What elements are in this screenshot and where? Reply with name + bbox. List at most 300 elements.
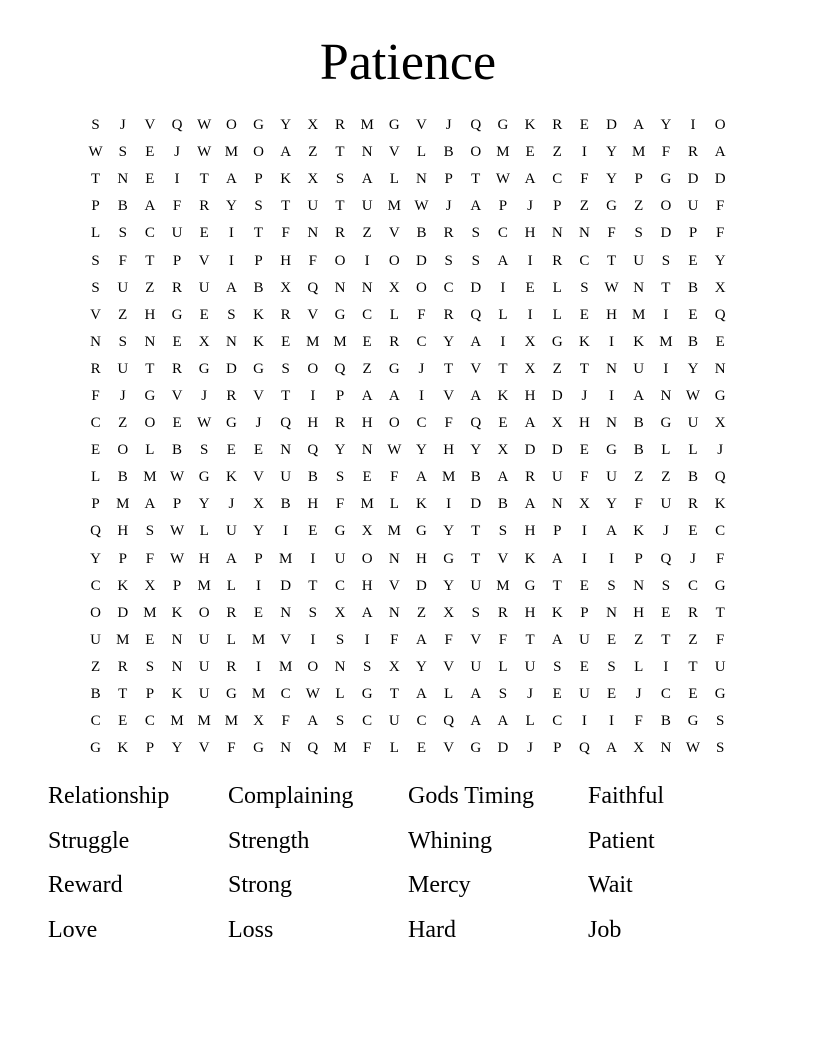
grid-letter[interactable]: N xyxy=(280,740,292,757)
grid-letter[interactable]: L xyxy=(335,686,345,703)
grid-letter[interactable]: G xyxy=(253,117,264,134)
grid-letter[interactable]: U xyxy=(117,360,129,377)
grid-letter[interactable]: V xyxy=(443,658,455,675)
grid-letter[interactable]: P xyxy=(634,550,643,567)
grid-letter[interactable]: U xyxy=(280,469,292,486)
grid-letter[interactable]: I xyxy=(364,631,370,648)
grid-letter[interactable]: I xyxy=(310,387,316,404)
grid-letter[interactable]: X xyxy=(307,171,319,188)
grid-letter[interactable]: Q xyxy=(307,279,319,296)
grid-letter[interactable]: W xyxy=(387,442,402,459)
grid-letter[interactable]: E xyxy=(579,658,589,675)
grid-letter[interactable]: D xyxy=(280,577,292,594)
grid-letter[interactable]: N xyxy=(307,225,319,242)
grid-letter[interactable]: X xyxy=(307,117,319,134)
grid-letter[interactable]: L xyxy=(634,658,644,675)
grid-letter[interactable]: T xyxy=(90,171,101,188)
grid-letter[interactable]: G xyxy=(334,306,346,323)
grid-letter[interactable]: E xyxy=(715,333,725,350)
grid-letter[interactable]: C xyxy=(90,415,101,432)
grid-letter[interactable]: A xyxy=(470,686,482,703)
grid-letter[interactable]: H xyxy=(524,604,536,621)
grid-letter[interactable]: S xyxy=(716,713,725,730)
grid-letter[interactable]: W xyxy=(685,387,701,404)
grid-letter[interactable]: H xyxy=(633,604,645,621)
grid-letter[interactable]: N xyxy=(606,604,617,621)
grid-letter[interactable]: H xyxy=(578,415,590,432)
grid-letter[interactable]: U xyxy=(198,686,210,703)
grid-letter[interactable]: J xyxy=(635,686,642,703)
grid-letter[interactable]: T xyxy=(145,360,155,377)
grid-letter[interactable]: L xyxy=(389,171,399,188)
grid-letter[interactable]: A xyxy=(416,631,427,648)
grid-letter[interactable]: R xyxy=(688,144,699,161)
grid-letter[interactable]: D xyxy=(660,225,672,242)
grid-letter[interactable]: M xyxy=(224,713,239,730)
grid-letter[interactable]: U xyxy=(470,577,482,594)
grid-letter[interactable]: H xyxy=(524,387,536,404)
grid-letter[interactable]: N xyxy=(280,604,292,621)
grid-letter[interactable]: C xyxy=(90,577,101,594)
grid-letter[interactable]: G xyxy=(144,387,156,404)
grid-letter[interactable]: G xyxy=(171,306,183,323)
grid-letter[interactable]: R xyxy=(334,117,345,134)
grid-letter[interactable]: B xyxy=(660,713,671,730)
grid-letter[interactable]: E xyxy=(688,686,698,703)
grid-letter[interactable]: N xyxy=(660,740,672,757)
grid-letter[interactable]: W xyxy=(604,279,619,296)
grid-letter[interactable]: T xyxy=(552,577,562,594)
grid-letter[interactable]: U xyxy=(524,658,536,675)
grid-letter[interactable]: Q xyxy=(307,740,319,757)
grid-letter[interactable]: H xyxy=(307,496,319,513)
grid-letter[interactable]: O xyxy=(416,279,427,296)
grid-letter[interactable]: J xyxy=(527,686,533,703)
grid-letter[interactable]: G xyxy=(198,469,210,486)
grid-letter[interactable]: U xyxy=(606,469,617,486)
grid-letter[interactable]: I xyxy=(310,631,316,648)
grid-letter[interactable]: M xyxy=(632,306,646,323)
grid-letter[interactable]: C xyxy=(688,577,699,594)
grid-letter[interactable]: T xyxy=(471,523,481,540)
grid-letter[interactable]: K xyxy=(117,577,129,594)
grid-letter[interactable]: F xyxy=(362,740,372,757)
grid-letter[interactable]: I xyxy=(446,496,452,513)
grid-letter[interactable]: E xyxy=(172,333,182,350)
grid-letter[interactable]: E xyxy=(172,415,182,432)
grid-letter[interactable]: Q xyxy=(334,360,346,377)
grid-letter[interactable]: Z xyxy=(634,469,644,486)
grid-letter[interactable]: N xyxy=(280,442,292,459)
grid-letter[interactable]: G xyxy=(470,740,482,757)
grid-letter[interactable]: K xyxy=(416,496,427,513)
grid-letter[interactable]: P xyxy=(254,550,263,567)
grid-letter[interactable]: F xyxy=(145,550,155,567)
grid-letter[interactable]: X xyxy=(334,604,346,621)
grid-letter[interactable]: C xyxy=(362,306,373,323)
grid-letter[interactable]: I xyxy=(283,523,289,540)
grid-letter[interactable]: V xyxy=(280,631,292,648)
grid-letter[interactable]: P xyxy=(634,171,643,188)
grid-letter[interactable]: X xyxy=(388,279,400,296)
grid-letter[interactable]: E xyxy=(308,523,318,540)
grid-letter[interactable]: C xyxy=(552,713,563,730)
grid-letter[interactable]: D xyxy=(470,279,482,296)
grid-letter[interactable]: I xyxy=(500,333,506,350)
grid-letter[interactable]: K xyxy=(171,686,183,703)
grid-letter[interactable]: Q xyxy=(470,117,482,134)
grid-letter[interactable]: F xyxy=(716,198,725,215)
grid-letter[interactable]: O xyxy=(307,360,319,377)
grid-letter[interactable]: Q xyxy=(470,415,482,432)
grid-letter[interactable]: Z xyxy=(634,631,644,648)
grid-letter[interactable]: M xyxy=(251,686,266,703)
grid-letter[interactable]: F xyxy=(716,550,725,567)
grid-letter[interactable]: E xyxy=(145,144,155,161)
grid-letter[interactable]: E xyxy=(253,442,264,459)
grid-letter[interactable]: C xyxy=(280,686,291,703)
grid-letter[interactable]: X xyxy=(253,713,264,730)
grid-letter[interactable]: T xyxy=(579,360,589,377)
grid-letter[interactable]: Y xyxy=(198,496,210,513)
grid-letter[interactable]: S xyxy=(91,252,100,269)
grid-letter[interactable]: F xyxy=(607,225,616,242)
grid-letter[interactable]: P xyxy=(91,198,100,215)
grid-letter[interactable]: F xyxy=(716,631,725,648)
grid-letter[interactable]: A xyxy=(225,279,237,296)
grid-letter[interactable]: B xyxy=(470,469,481,486)
grid-letter[interactable]: A xyxy=(497,713,509,730)
grid-letter[interactable]: B xyxy=(688,333,699,350)
grid-letter[interactable]: N xyxy=(171,658,183,675)
grid-letter[interactable]: T xyxy=(253,225,264,242)
grid-letter[interactable]: F xyxy=(417,306,426,323)
grid-letter[interactable]: L xyxy=(389,306,399,323)
grid-letter[interactable]: N xyxy=(144,333,156,350)
grid-letter[interactable]: D xyxy=(606,117,617,134)
grid-letter[interactable]: Y xyxy=(660,117,672,134)
grid-letter[interactable]: L xyxy=(498,658,508,675)
grid-letter[interactable]: C xyxy=(144,225,155,242)
grid-letter[interactable]: E xyxy=(606,631,617,648)
grid-letter[interactable]: N xyxy=(606,360,617,377)
grid-letter[interactable]: E xyxy=(579,442,589,459)
grid-letter[interactable]: I xyxy=(581,713,587,730)
grid-letter[interactable]: G xyxy=(714,387,726,404)
grid-letter[interactable]: E xyxy=(362,333,372,350)
grid-letter[interactable]: N xyxy=(334,279,346,296)
grid-letter[interactable]: A xyxy=(361,171,373,188)
grid-letter[interactable]: R xyxy=(525,469,536,486)
grid-letter[interactable]: M xyxy=(143,604,157,621)
grid-letter[interactable]: P xyxy=(172,577,182,594)
grid-letter[interactable]: B xyxy=(497,496,508,513)
grid-letter[interactable]: P xyxy=(498,198,508,215)
grid-letter[interactable]: E xyxy=(118,713,128,730)
grid-letter[interactable]: S xyxy=(335,631,345,648)
grid-letter[interactable]: R xyxy=(688,604,699,621)
grid-letter[interactable]: B xyxy=(307,469,318,486)
grid-letter[interactable]: Z xyxy=(362,360,372,377)
grid-letter[interactable]: M xyxy=(360,496,374,513)
grid-letter[interactable]: X xyxy=(443,604,455,621)
grid-letter[interactable]: K xyxy=(171,604,183,621)
grid-letter[interactable]: I xyxy=(228,225,234,242)
grid-letter[interactable]: U xyxy=(388,713,400,730)
grid-letter[interactable]: I xyxy=(581,550,587,567)
grid-letter[interactable]: M xyxy=(116,631,130,648)
grid-letter[interactable]: M xyxy=(659,333,673,350)
grid-letter[interactable]: F xyxy=(444,415,453,432)
grid-letter[interactable]: Z xyxy=(688,631,698,648)
grid-letter[interactable]: Z xyxy=(579,198,589,215)
grid-letter[interactable]: O xyxy=(225,117,237,134)
grid-letter[interactable]: Q xyxy=(660,550,672,567)
grid-letter[interactable]: P xyxy=(254,252,263,269)
grid-letter[interactable]: U xyxy=(687,198,699,215)
grid-letter[interactable]: H xyxy=(606,306,617,323)
grid-letter[interactable]: A xyxy=(633,117,645,134)
grid-letter[interactable]: R xyxy=(280,306,291,323)
grid-letter[interactable]: H xyxy=(280,252,292,269)
grid-letter[interactable]: H xyxy=(361,577,373,594)
grid-letter[interactable]: W xyxy=(169,550,185,567)
grid-letter[interactable]: M xyxy=(224,144,239,161)
grid-letter[interactable]: H xyxy=(416,550,427,567)
grid-letter[interactable]: Y xyxy=(714,252,726,269)
grid-letter[interactable]: P xyxy=(118,550,127,567)
grid-letter[interactable]: N xyxy=(117,171,129,188)
grid-letter[interactable]: V xyxy=(388,577,400,594)
grid-letter[interactable]: Y xyxy=(470,442,482,459)
grid-letter[interactable]: G xyxy=(90,740,101,757)
grid-letter[interactable]: J xyxy=(174,144,180,161)
grid-letter[interactable]: M xyxy=(387,198,401,215)
grid-letter[interactable]: A xyxy=(633,387,645,404)
grid-letter[interactable]: O xyxy=(90,604,101,621)
grid-letter[interactable]: N xyxy=(388,550,400,567)
grid-letter[interactable]: C xyxy=(443,279,454,296)
grid-letter[interactable]: F xyxy=(390,469,399,486)
grid-letter[interactable]: Y xyxy=(334,442,346,459)
grid-letter[interactable]: F xyxy=(227,740,236,757)
grid-letter[interactable]: B xyxy=(117,198,128,215)
grid-letter[interactable]: L xyxy=(498,306,508,323)
grid-letter[interactable]: E xyxy=(416,740,427,757)
grid-letter[interactable]: K xyxy=(280,171,292,188)
grid-letter[interactable]: O xyxy=(361,550,373,567)
grid-letter[interactable]: U xyxy=(198,658,210,675)
grid-letter[interactable]: G xyxy=(524,577,536,594)
grid-letter[interactable]: N xyxy=(171,631,183,648)
grid-letter[interactable]: V xyxy=(253,387,264,404)
grid-letter[interactable]: T xyxy=(199,171,209,188)
grid-letter[interactable]: W xyxy=(169,469,185,486)
grid-letter[interactable]: M xyxy=(143,469,157,486)
grid-letter[interactable]: Y xyxy=(687,360,699,377)
grid-letter[interactable]: B xyxy=(688,469,699,486)
grid-letter[interactable]: A xyxy=(524,415,536,432)
grid-letter[interactable]: F xyxy=(498,631,508,648)
grid-letter[interactable]: D xyxy=(225,360,237,377)
grid-letter[interactable]: Q xyxy=(171,117,183,134)
grid-letter[interactable]: Y xyxy=(606,144,617,161)
grid-letter[interactable]: J xyxy=(119,387,126,404)
grid-letter[interactable]: J xyxy=(445,198,452,215)
grid-letter[interactable]: I xyxy=(527,306,533,323)
grid-letter[interactable]: E xyxy=(661,604,671,621)
grid-letter[interactable]: X xyxy=(280,279,292,296)
grid-letter[interactable]: X xyxy=(144,577,156,594)
grid-letter[interactable]: J xyxy=(717,442,724,459)
grid-letter[interactable]: D xyxy=(687,171,699,188)
grid-letter[interactable]: G xyxy=(334,523,346,540)
grid-letter[interactable]: L xyxy=(525,713,535,730)
grid-letter[interactable]: U xyxy=(307,198,319,215)
grid-letter[interactable]: V xyxy=(388,225,400,242)
grid-letter[interactable]: G xyxy=(416,523,427,540)
grid-letter[interactable]: R xyxy=(688,496,699,513)
grid-letter[interactable]: E xyxy=(199,225,209,242)
grid-letter[interactable]: K xyxy=(551,604,563,621)
grid-letter[interactable]: B xyxy=(688,279,699,296)
grid-letter[interactable]: U xyxy=(578,631,590,648)
grid-letter[interactable]: D xyxy=(714,171,726,188)
grid-letter[interactable]: I xyxy=(418,387,424,404)
grid-letter[interactable]: F xyxy=(281,225,290,242)
grid-letter[interactable]: Z xyxy=(145,279,155,296)
grid-letter[interactable]: Q xyxy=(307,442,319,459)
grid-letter[interactable]: J xyxy=(690,550,696,567)
grid-letter[interactable]: S xyxy=(335,469,345,486)
grid-letter[interactable]: P xyxy=(553,198,562,215)
grid-letter[interactable]: G xyxy=(388,117,400,134)
grid-letter[interactable]: M xyxy=(251,631,266,648)
grid-letter[interactable]: I xyxy=(663,360,669,377)
grid-letter[interactable]: Z xyxy=(118,306,128,323)
grid-letter[interactable]: Z xyxy=(90,658,101,675)
grid-letter[interactable]: L xyxy=(90,469,101,486)
grid-letter[interactable]: K xyxy=(497,387,509,404)
grid-letter[interactable]: B xyxy=(172,442,183,459)
grid-letter[interactable]: B xyxy=(280,496,291,513)
grid-letter[interactable]: P xyxy=(145,686,155,703)
grid-letter[interactable]: I xyxy=(527,252,533,269)
grid-letter[interactable]: N xyxy=(633,577,645,594)
grid-letter[interactable]: U xyxy=(117,279,129,296)
grid-letter[interactable]: A xyxy=(497,469,509,486)
grid-letter[interactable]: A xyxy=(144,198,156,215)
grid-letter[interactable]: V xyxy=(171,387,183,404)
grid-letter[interactable]: T xyxy=(389,686,399,703)
grid-letter[interactable]: N xyxy=(361,279,373,296)
grid-letter[interactable]: I xyxy=(609,387,615,404)
grid-letter[interactable]: H xyxy=(361,415,373,432)
grid-letter[interactable]: D xyxy=(416,577,427,594)
grid-letter[interactable]: V xyxy=(443,740,455,757)
grid-letter[interactable]: L xyxy=(688,442,698,459)
grid-letter[interactable]: A xyxy=(280,144,292,161)
grid-letter[interactable]: M xyxy=(279,658,293,675)
grid-letter[interactable]: U xyxy=(198,279,210,296)
grid-letter[interactable]: F xyxy=(661,144,671,161)
grid-letter[interactable]: F xyxy=(281,713,290,730)
grid-letter[interactable]: W xyxy=(685,740,701,757)
grid-letter[interactable]: R xyxy=(497,604,508,621)
grid-letter[interactable]: K xyxy=(524,550,536,567)
grid-letter[interactable]: U xyxy=(660,496,672,513)
grid-letter[interactable]: K xyxy=(578,333,590,350)
grid-letter[interactable]: B xyxy=(253,279,264,296)
grid-letter[interactable]: I xyxy=(609,333,615,350)
grid-letter[interactable]: S xyxy=(200,442,209,459)
grid-letter[interactable]: X xyxy=(551,415,563,432)
grid-letter[interactable]: G xyxy=(687,713,699,730)
grid-letter[interactable]: P xyxy=(335,387,345,404)
grid-letter[interactable]: E xyxy=(199,306,209,323)
grid-letter[interactable]: S xyxy=(335,171,345,188)
grid-letter[interactable]: L xyxy=(226,577,236,594)
grid-letter[interactable]: L xyxy=(145,442,155,459)
grid-letter[interactable]: G xyxy=(253,740,264,757)
grid-letter[interactable]: X xyxy=(714,279,726,296)
grid-letter[interactable]: C xyxy=(416,333,427,350)
grid-letter[interactable]: T xyxy=(661,279,671,296)
grid-letter[interactable]: F xyxy=(91,387,100,404)
grid-letter[interactable]: E xyxy=(579,577,589,594)
grid-letter[interactable]: G xyxy=(253,360,264,377)
grid-letter[interactable]: Q xyxy=(714,306,726,323)
grid-letter[interactable]: A xyxy=(524,171,536,188)
grid-letter[interactable]: Y xyxy=(280,117,292,134)
grid-letter[interactable]: N xyxy=(361,144,373,161)
grid-letter[interactable]: E xyxy=(688,306,698,323)
grid-letter[interactable]: N xyxy=(714,360,726,377)
grid-letter[interactable]: A xyxy=(606,523,617,540)
grid-letter[interactable]: N xyxy=(361,442,373,459)
grid-letter[interactable]: T xyxy=(145,252,155,269)
grid-letter[interactable]: I xyxy=(228,252,234,269)
grid-letter[interactable]: C xyxy=(362,713,373,730)
grid-letter[interactable]: S xyxy=(118,333,127,350)
grid-letter[interactable]: N xyxy=(551,496,563,513)
grid-letter[interactable]: C xyxy=(497,225,508,242)
grid-letter[interactable]: Z xyxy=(118,415,128,432)
grid-letter[interactable]: S xyxy=(607,658,616,675)
grid-letter[interactable]: O xyxy=(714,117,726,134)
grid-letter[interactable]: R xyxy=(90,360,101,377)
grid-letter[interactable]: P xyxy=(145,740,155,757)
grid-letter[interactable]: Y xyxy=(443,577,455,594)
grid-letter[interactable]: N xyxy=(416,171,427,188)
grid-letter[interactable]: W xyxy=(414,198,429,215)
grid-letter[interactable]: C xyxy=(552,171,563,188)
grid-letter[interactable]: T xyxy=(471,171,481,188)
grid-letter[interactable]: M xyxy=(496,144,510,161)
grid-letter[interactable]: M xyxy=(632,144,646,161)
grid-letter[interactable]: C xyxy=(715,523,726,540)
grid-letter[interactable]: S xyxy=(471,604,480,621)
grid-letter[interactable]: H xyxy=(144,306,156,323)
grid-letter[interactable]: P xyxy=(688,225,698,242)
grid-letter[interactable]: Z xyxy=(552,144,562,161)
grid-letter[interactable]: M xyxy=(170,713,184,730)
grid-letter[interactable]: A xyxy=(361,387,373,404)
grid-letter[interactable]: D xyxy=(497,740,509,757)
grid-letter[interactable]: Q xyxy=(443,713,455,730)
grid-letter[interactable]: P xyxy=(91,496,100,513)
grid-letter[interactable]: U xyxy=(633,360,645,377)
